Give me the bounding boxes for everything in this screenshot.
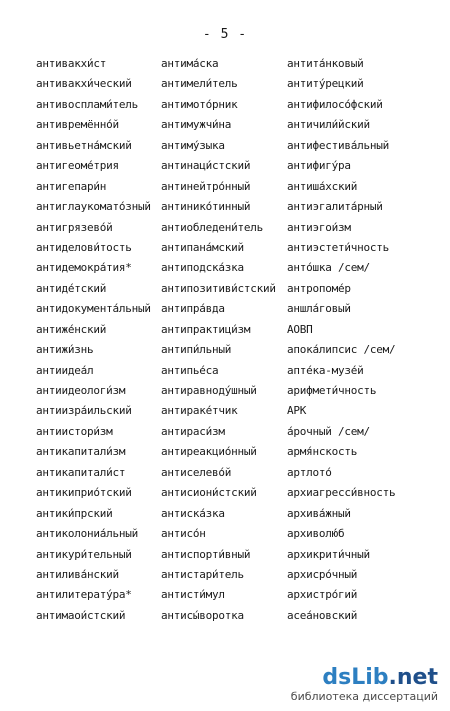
word-entry: антинейтро́нный — [161, 179, 251, 193]
watermark-logo-net: .net — [388, 665, 438, 690]
word-entry: антисо́н — [161, 527, 206, 541]
word-entry: антипана́мский — [161, 240, 244, 254]
word-entry: архистро́гий — [287, 588, 358, 602]
word-entry: антиглаукомато́зный — [36, 200, 151, 214]
word-entry: асеа́новский — [287, 608, 358, 622]
word-entry: антигеоме́трия — [36, 159, 119, 173]
word-entry: антинико́тинный — [161, 200, 251, 214]
word-entry: антиколониа́льный — [36, 527, 138, 541]
word-entry: антиэстети́чность — [287, 240, 389, 254]
watermark — [291, 666, 438, 703]
word-entry: АОВП — [287, 322, 313, 336]
word-entry: антистари́тель — [161, 567, 244, 581]
word-entry: антивакхи́ст — [36, 57, 107, 70]
word-entry: армя́нскость — [287, 445, 358, 459]
word-entry: антиша́хский — [287, 179, 358, 193]
word-entry: аншла́говый — [287, 302, 351, 316]
word-entry: антигепари́н — [36, 179, 107, 193]
word-entry: антифигу́ра — [287, 159, 351, 173]
word-entry: антифилосо́фский — [287, 97, 383, 111]
watermark-logo-lib: Lib — [351, 665, 389, 690]
word-entry: антисы́воротка — [161, 608, 244, 622]
word-entry: антидокумента́льный — [36, 302, 151, 316]
word-entry: арифмети́чность — [287, 384, 377, 397]
word-entry: антипозитиви́стский — [161, 281, 276, 295]
word-entry: антижи́знь — [36, 343, 94, 357]
word-entry: антифестива́льный — [287, 138, 389, 152]
word-entry: архикрити́чный — [287, 547, 370, 561]
watermark-subtitle: библиотека диссертаций — [290, 690, 438, 703]
word-entry: антиизра́ильский — [36, 404, 132, 418]
watermark-logo-ds: ds — [322, 665, 352, 690]
word-entry: антима́ска — [161, 57, 219, 70]
page-number: - 5 - — [202, 27, 248, 42]
word-entry: а́рочный /сем/ — [287, 424, 370, 438]
word-column-2 — [161, 54, 276, 626]
word-entry: антираке́тчик — [161, 404, 238, 418]
word-entry: антипрактици́зм — [161, 322, 251, 336]
word-entry: антропоме́р — [287, 281, 351, 295]
word-entry: антиидеологи́зм — [36, 384, 126, 397]
word-entry: антиму́зыка — [161, 138, 225, 152]
word-entry: антивакхи́ческий — [36, 77, 132, 91]
word-entry: антисиони́стский — [161, 486, 257, 500]
word-entry: антиселево́й — [161, 465, 232, 479]
word-entry: архива́жный — [287, 506, 351, 520]
word-entry: апте́ка-музе́й — [287, 363, 364, 377]
word-entry: античили́йский — [287, 118, 370, 132]
word-entry: АРК — [287, 404, 307, 418]
word-entry: анто́шка /сем/ — [287, 261, 370, 275]
word-entry: антипье́са — [161, 363, 219, 377]
word-entry: антики́прский — [36, 506, 113, 520]
word-entry: артлото́ — [287, 465, 332, 479]
word-entry: антидемокра́тия* — [36, 261, 132, 275]
word-entry: апока́липсис /сем/ — [287, 343, 396, 357]
word-entry: антиидеа́л — [36, 363, 94, 377]
word-entry: антиска́зка — [161, 506, 225, 520]
word-entry: антикапитали́зм — [36, 445, 126, 459]
word-entry: антиэгои́зм — [287, 220, 351, 234]
word-entry: антиде́тский — [36, 281, 107, 295]
word-column-1 — [36, 54, 151, 626]
word-entry: антипра́вда — [161, 302, 225, 316]
word-entry: антиже́нский — [36, 322, 107, 336]
word-entry: антикури́тельный — [36, 547, 132, 561]
word-entry: архиволю́б — [287, 527, 345, 541]
word-entry: антисти́мул — [161, 588, 225, 602]
word-entry: архисро́чный — [287, 567, 358, 581]
word-entry: антиделови́тость — [36, 240, 132, 254]
word-entry: антивремённо́й — [36, 118, 119, 132]
word-entry: антивьетна́мский — [36, 138, 132, 152]
word-entry: антиподска́зка — [161, 261, 244, 275]
word-column-3 — [287, 54, 395, 626]
word-entry: антиистори́зм — [36, 424, 113, 438]
word-entry: антиспорти́вный — [161, 547, 251, 561]
word-entry: антикиприо́тский — [36, 486, 132, 500]
word-entry: антиреакцио́нный — [161, 445, 257, 459]
word-entry: антиравноду́шный — [161, 384, 257, 397]
word-entry: антимото́рник — [161, 97, 238, 111]
word-entry: антивосплами́тель — [36, 97, 138, 111]
word-entry: антимаои́стский — [36, 608, 126, 622]
watermark-logo — [291, 666, 438, 690]
word-entry: антикапитали́ст — [36, 465, 126, 479]
word-entry: архиагресси́вность — [287, 486, 396, 500]
word-entry: антилитерату́ра* — [36, 588, 132, 602]
word-entry: антиту́рецкий — [287, 77, 364, 91]
word-entry: антита́нковый — [287, 57, 364, 70]
word-entry: антиобледени́тель — [161, 220, 263, 234]
word-entry: антираси́зм — [161, 424, 225, 438]
word-entry: антинаци́стский — [161, 159, 251, 173]
word-entry: антилива́нский — [36, 567, 119, 581]
word-entry: антигрязево́й — [36, 220, 113, 234]
word-entry: антимужчи́на — [161, 118, 232, 132]
word-entry: антипи́льный — [161, 343, 232, 357]
word-entry: антимели́тель — [161, 77, 238, 91]
word-entry: антиэгалита́рный — [287, 200, 383, 214]
